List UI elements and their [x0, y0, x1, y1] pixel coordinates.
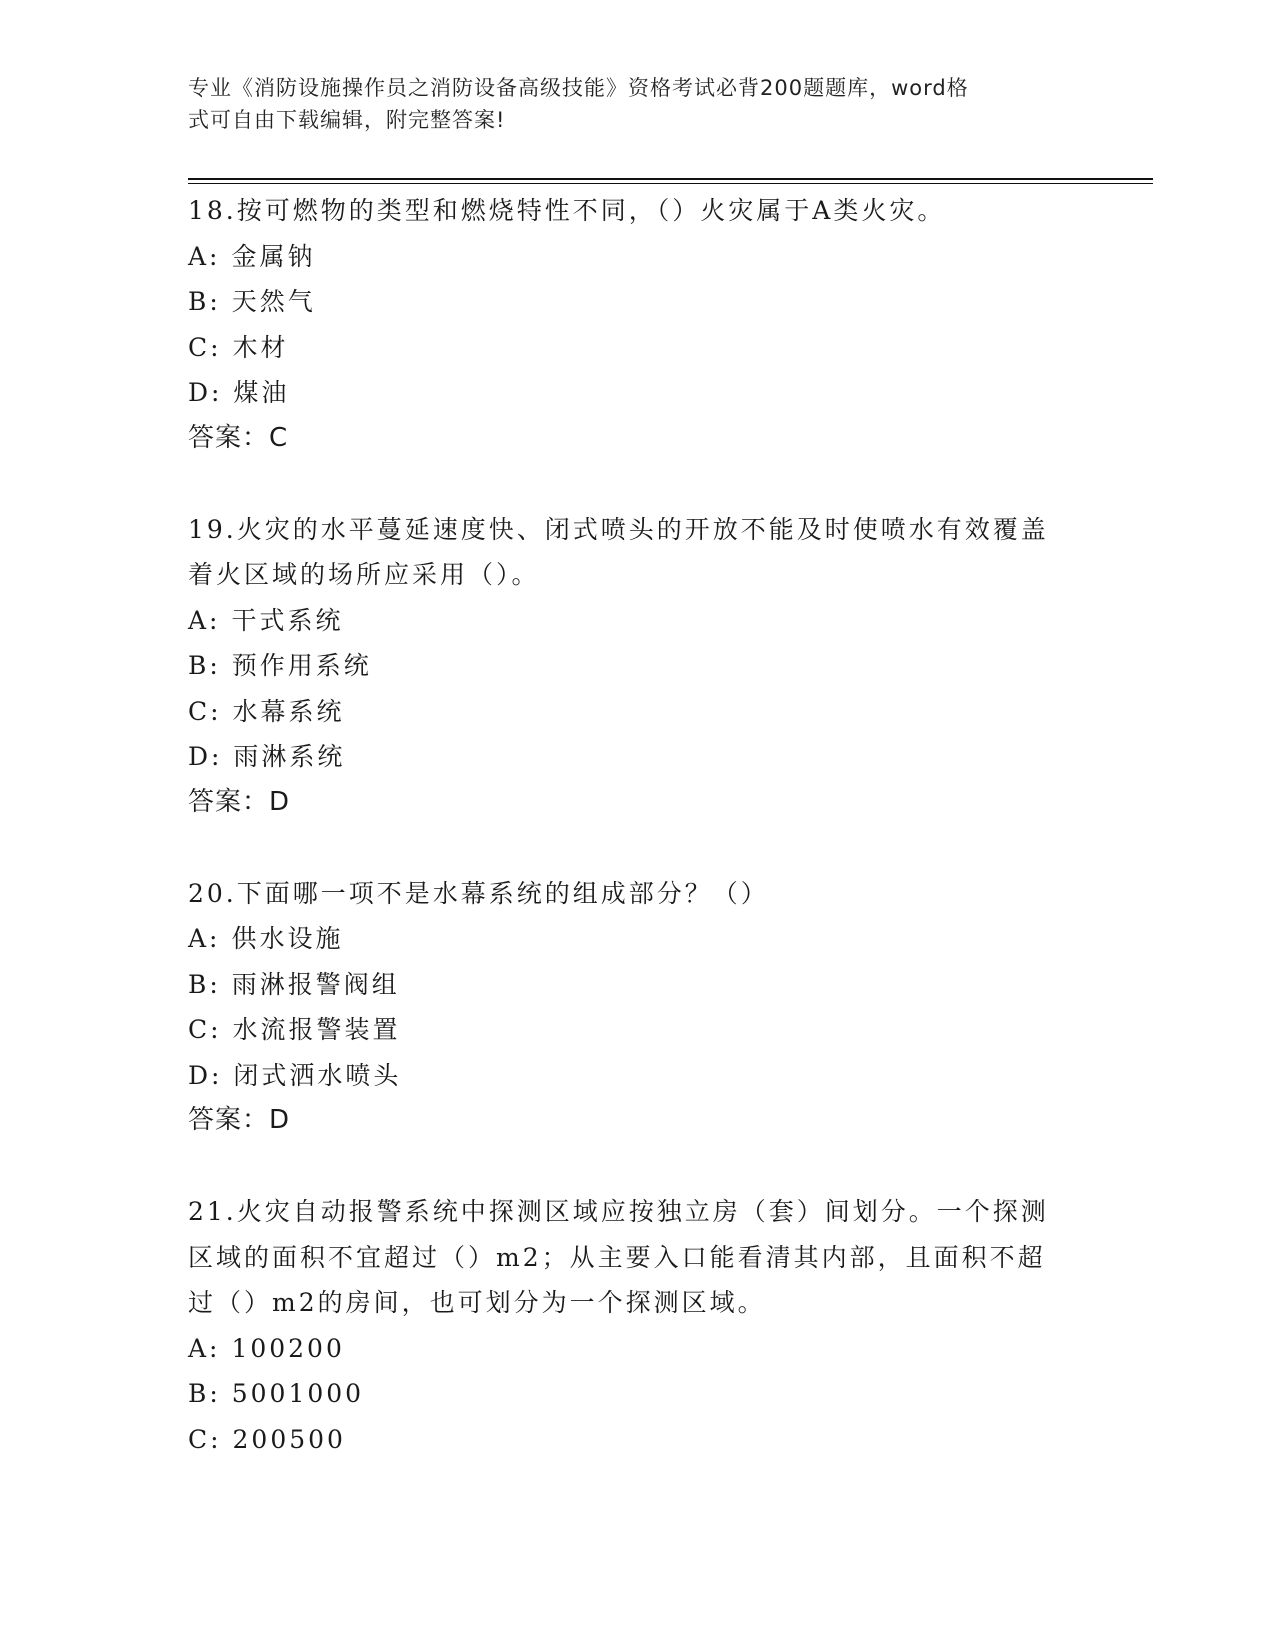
option-text: 100200 [231, 1333, 345, 1363]
header-line-1: 专业《消防设施操作员之消防设备高级技能》资格考试必背200题题库，word格 [188, 76, 969, 100]
option-label: A: [188, 1333, 221, 1363]
question-21 [188, 1189, 1088, 1462]
option-text: 木材 [232, 332, 289, 362]
option-b [188, 279, 1088, 325]
option-label: A: [188, 241, 221, 271]
option-b [188, 1371, 1088, 1417]
header-line-2: 式可自由下载编辑，附完整答案! [188, 108, 506, 132]
option-label: C: [188, 696, 222, 726]
option-text: 200500 [232, 1424, 346, 1454]
option-label: B: [188, 1379, 221, 1408]
option-label: A: [188, 924, 221, 953]
option-text: 水流报警装置 [232, 1015, 401, 1044]
option-a [188, 598, 1088, 644]
question-stem-line-1: 19.火灾的水平蔓延速度快、闭式喷头的开放不能及时使喷水有效覆盖 [188, 514, 1049, 544]
option-c [188, 325, 1088, 371]
option-a [188, 916, 1088, 962]
option-label: C: [188, 332, 222, 362]
question-19 [188, 507, 1088, 826]
question-stem-line-3: 过（）m2的房间，也可划分为一个探测区域。 [188, 1288, 766, 1317]
option-label: B: [188, 969, 221, 999]
option-label: B: [188, 287, 221, 316]
option-c [188, 1417, 1088, 1463]
answer: 答案：D [188, 1105, 291, 1135]
option-label: D: [188, 742, 223, 771]
spacer [188, 461, 1088, 507]
option-a [188, 1326, 1088, 1372]
option-text: 金属钠 [231, 241, 316, 271]
option-label: A: [188, 605, 221, 635]
option-text: 闭式洒水喷头 [233, 1060, 402, 1090]
option-label: D: [188, 1060, 223, 1090]
header-divider-thick [188, 178, 1153, 180]
option-c [188, 1007, 1088, 1053]
question-stem: 18.按可燃物的类型和燃烧特性不同，（）火灾属于A类火灾。 [188, 196, 946, 225]
option-text: 雨淋报警阀组 [231, 969, 400, 999]
option-d [188, 1053, 1088, 1099]
question-20 [188, 871, 1088, 1144]
question-18 [188, 188, 1088, 461]
option-text: 水幕系统 [232, 696, 345, 726]
document-header [188, 72, 1068, 136]
question-stem-line-2: 区域的面积不宜超过（）m2；从主要入口能看清其内部，且面积不超 [188, 1242, 1046, 1272]
option-c [188, 689, 1088, 735]
option-a [188, 234, 1088, 280]
option-text: 供水设施 [231, 924, 344, 953]
option-text: 预作用系统 [231, 651, 372, 680]
question-stem: 20.下面哪一项不是水幕系统的组成部分？（） [188, 878, 769, 908]
spacer [188, 825, 1088, 871]
option-text: 天然气 [231, 287, 316, 316]
option-d [188, 370, 1088, 416]
option-text: 干式系统 [231, 605, 344, 635]
option-text: 5001000 [231, 1379, 365, 1408]
question-list [188, 188, 1088, 1462]
answer: 答案：C [188, 422, 289, 453]
header-divider-thin [188, 183, 1153, 184]
answer: 答案：D [188, 786, 291, 817]
question-stem-line-1: 21.火灾自动报警系统中探测区域应按独立房（套）间划分。一个探测 [188, 1197, 1049, 1226]
option-label: D: [188, 378, 223, 407]
question-stem-line-2: 着火区域的场所应采用（）。 [188, 560, 540, 589]
option-b [188, 643, 1088, 689]
option-label: C: [188, 1424, 222, 1454]
option-b [188, 962, 1088, 1008]
option-label: B: [188, 651, 221, 680]
option-text: 雨淋系统 [233, 742, 346, 771]
spacer [188, 1144, 1088, 1190]
option-d [188, 734, 1088, 780]
option-text: 煤油 [233, 378, 290, 407]
option-label: C: [188, 1015, 222, 1044]
